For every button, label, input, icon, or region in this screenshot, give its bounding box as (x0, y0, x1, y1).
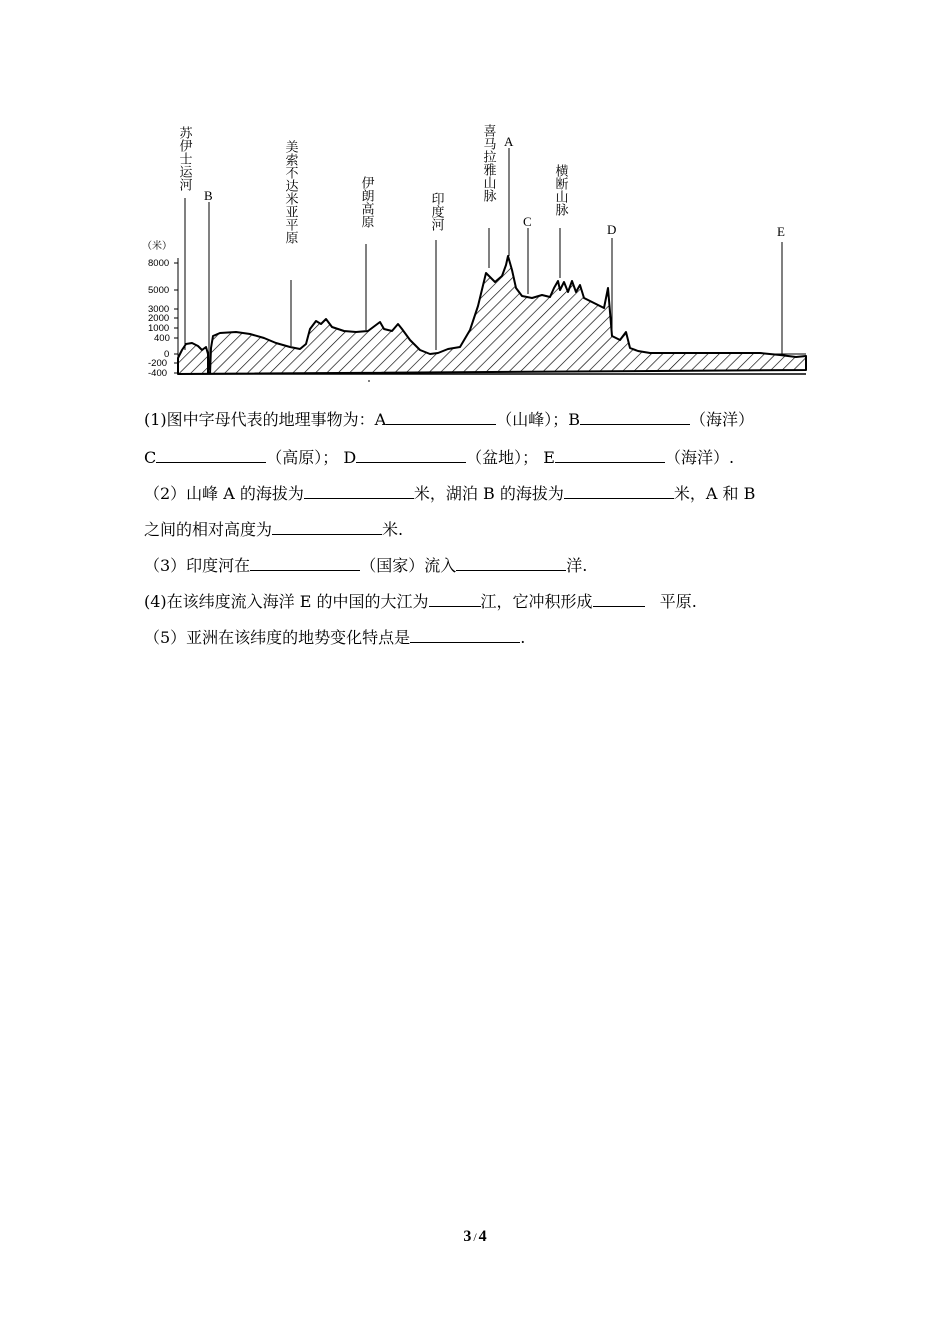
label-indus-river: 印度河 (428, 192, 444, 231)
label-hengduan: 横断山脉 (552, 164, 568, 216)
label-suez-canal: 苏伊士运河 (176, 126, 192, 191)
question-5: （5）亚洲在该纬度的地势变化特点是 . (144, 628, 526, 647)
label-a: A (504, 134, 514, 149)
answer-blank-c[interactable] (156, 446, 266, 463)
question-2-line-1: （2）山峰 A 的海拔为 米，湖泊 B 的海拔为 米，A 和 B (144, 484, 756, 503)
question-4: (4)在该纬度流入海洋 E 的中国的大江为 江，它冲积形成 平原. (144, 592, 697, 611)
question-1-line-1: (1)图中字母代表的地理事物为：A （山峰）；B （海洋） (144, 410, 755, 429)
page-separator: / (473, 1230, 477, 1244)
answer-blank-river[interactable] (429, 590, 481, 607)
y-tick-labels (148, 258, 178, 379)
question-3: （3）印度河在 （国家）流入 洋. (144, 556, 588, 575)
terrain-profile-figure (140, 118, 820, 390)
page-current: 3 (463, 1228, 472, 1245)
label-e: E (777, 224, 785, 239)
terrain-profile-svg (140, 118, 820, 390)
answer-blank-plain[interactable] (593, 590, 645, 607)
y-tick-label: 2000 (148, 313, 170, 324)
unit-label: （米） (142, 241, 172, 252)
y-tick-label: 400 (154, 333, 170, 344)
y-tick-label: 1000 (148, 323, 170, 334)
answer-blank-ocean[interactable] (456, 554, 566, 571)
label-mesopotamia-plain: 美索不达米亚平原 (282, 140, 298, 244)
answer-blank-country[interactable] (250, 554, 360, 571)
answer-blank-peak-a-altitude[interactable] (304, 482, 414, 499)
label-iran-plateau: 伊朗高原 (358, 176, 374, 228)
y-tick-label: 3000 (148, 304, 170, 315)
answer-blank-terrain-trend[interactable] (410, 626, 520, 643)
page-number (0, 1228, 950, 1246)
question-1-line-2: C （高原）； D （盆地）； E （海洋）. (144, 448, 735, 467)
y-tick-label: 5000 (148, 285, 170, 296)
terrain-profile-area (178, 256, 806, 374)
answer-blank-d[interactable] (356, 446, 466, 463)
y-tick-label: 8000 (148, 258, 170, 269)
label-d: D (607, 222, 617, 237)
label-himalaya: 喜马拉雅山脉 (480, 124, 496, 202)
y-tick-label: 0 (164, 349, 170, 360)
answer-blank-relative-height[interactable] (272, 518, 382, 535)
answer-blank-lake-b-altitude[interactable] (564, 482, 674, 499)
answer-blank-a[interactable] (386, 408, 496, 425)
page-total: 4 (478, 1228, 487, 1245)
answer-blank-b[interactable] (580, 408, 690, 425)
label-c: C (523, 214, 532, 229)
y-tick-label: -200 (148, 358, 168, 369)
answer-blank-e[interactable] (555, 446, 665, 463)
y-tick-label: -400 (148, 368, 168, 379)
label-b: B (204, 188, 213, 203)
question-2-line-2: 之间的相对高度为 米. (144, 520, 404, 539)
